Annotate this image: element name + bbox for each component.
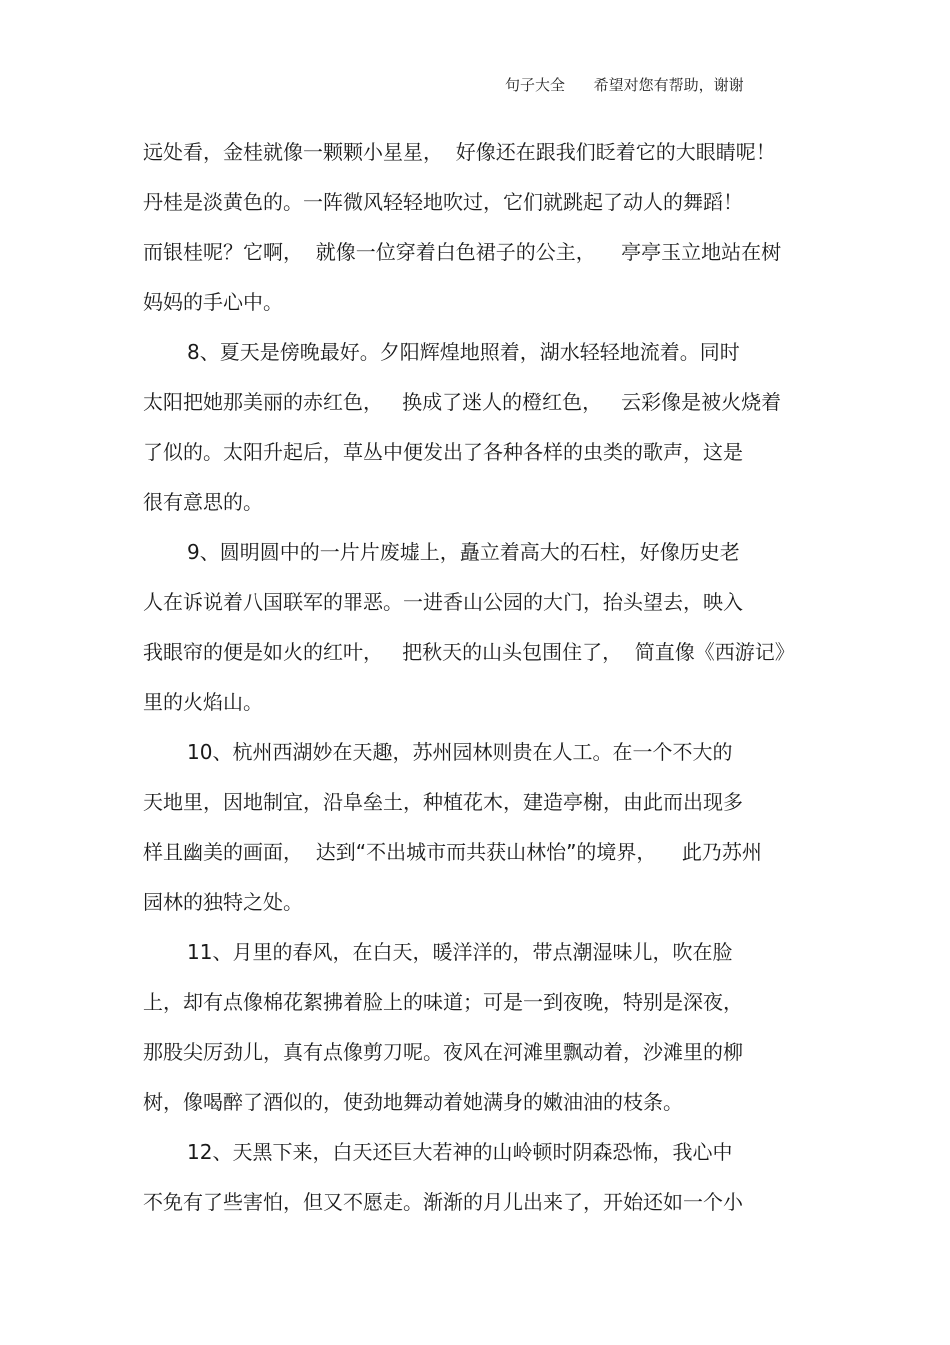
paragraph-start-line: 12、天黑下来，白天还巨大若神的山岭顿时阴森恐怖，我心中 — [187, 1140, 733, 1164]
text-line: 很有意思的。 — [143, 490, 263, 514]
paragraph-start-line: 9、圆明圆中的一片片废墟上，矗立着高大的石柱，好像历史老 — [187, 540, 740, 564]
page-header: 句子大全 希望对您有帮助，谢谢 — [505, 76, 744, 94]
text-line: 那股尖厉劲儿，真有点像剪刀呢。夜风在河滩里飘动着，沙滩里的柳 — [143, 1040, 743, 1064]
text-line: 远处看，金桂就像一颗颗小星星， 好像还在跟我们眨着它的大眼睛呢！ — [143, 140, 776, 164]
text-line: 上，却有点像棉花絮拂着脸上的味道；可是一到夜晚，特别是深夜， — [143, 990, 743, 1014]
text-line: 妈妈的手心中。 — [143, 290, 283, 314]
text-line: 样且幽美的画面， 达到“不出城市而共获山林怡”的境界， 此乃苏州 — [143, 840, 762, 864]
text-line: 丹桂是淡黄色的。一阵微风轻轻地吹过，它们就跳起了动人的舞蹈！ — [143, 190, 743, 214]
text-line: 了似的。太阳升起后，草丛中便发出了各种各样的虫类的歌声，这是 — [143, 440, 743, 464]
text-line: 我眼帘的便是如火的红叶， 把秋天的山头包围住了， 简直像《西游记》 — [143, 640, 795, 664]
text-line: 而银桂呢？它啊， 就像一位穿着白色裙子的公主， 亭亭玉立地站在树 — [143, 240, 782, 264]
document-body — [143, 127, 813, 1227]
paragraph-start-line: 8、夏天是傍晚最好。夕阳辉煌地照着，湖水轻轻地流着。同时 — [187, 340, 740, 364]
text-line: 里的火焰山。 — [143, 690, 263, 714]
text-line: 树，像喝醉了酒似的，使劲地舞动着她满身的嫩油油的枝条。 — [143, 1090, 683, 1114]
text-line: 人在诉说着八国联军的罪恶。一进香山公园的大门，抬头望去，映入 — [143, 590, 743, 614]
text-line: 太阳把她那美丽的赤红色， 换成了迷人的橙红色， 云彩像是被火烧着 — [143, 390, 782, 414]
paragraph-start-line: 11、月里的春风，在白天，暖洋洋的，带点潮湿味儿，吹在脸 — [187, 940, 733, 964]
paragraph-start-line: 10、杭州西湖妙在天趣，苏州园林则贵在人工。在一个不大的 — [187, 740, 733, 764]
text-line: 园林的独特之处。 — [143, 890, 303, 914]
text-line: 不免有了些害怕，但又不愿走。渐渐的月儿出来了，开始还如一个小 — [143, 1190, 743, 1214]
text-line: 天地里，因地制宜，沿阜垒土，种植花木，建造亭榭，由此而出现多 — [143, 790, 743, 814]
